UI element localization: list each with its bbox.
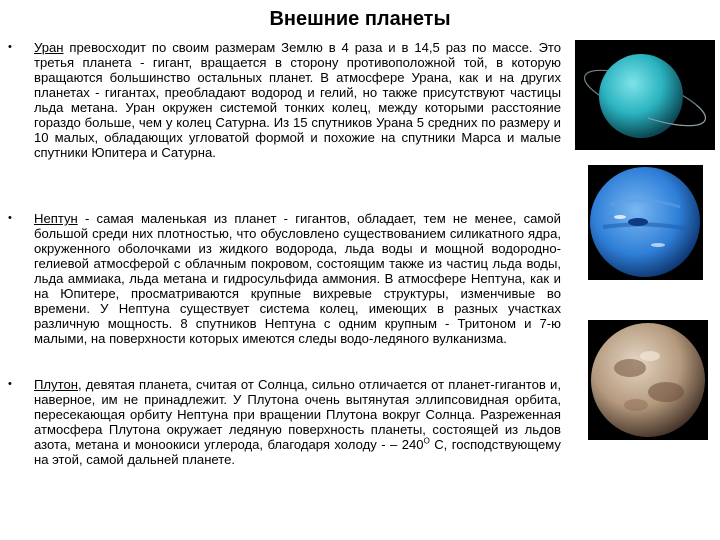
pluto-image bbox=[588, 320, 708, 440]
pluto-svg bbox=[588, 320, 708, 440]
neptune-svg bbox=[588, 165, 703, 280]
uranus-text: превосходит по своим размерам Землю в 4 раза и в 14,5 раз по массе. Это третья планета - гигант, вращается в сторону противоположной той, в которую вращаются большинство остальных планет. В атмосфере Урана, как и на других планетах - гигантах, преобладают водород и гелий, но также присутствуют частицы льда метана. Уран окружен системой тонких колец, между которыми расстояние гораздо больше, чем у колец Сатурна. Из 15 спутников Урана 5 средних по размеру и 10 малых, обладающих угловатой формой и похожие на спутники Марса и малые спутники Юпитера и Сатурна. bbox=[34, 40, 561, 160]
bullet-pluto bbox=[8, 377, 561, 467]
bullet-list bbox=[8, 40, 561, 467]
slide-title: Внешние планеты bbox=[269, 8, 451, 30]
uranus-planet bbox=[599, 54, 683, 138]
neptune-link[interactable]: Нептун bbox=[34, 211, 78, 226]
uranus-link[interactable]: Уран bbox=[34, 40, 64, 55]
bullet-mark: • bbox=[8, 212, 12, 224]
bullet-mark: • bbox=[8, 378, 12, 390]
neptune-text: - самая маленькая из планет - гигантов, обладает, тем не менее, самой большой среди них плотностью, что обусловлено существованием силикатного ядра, окруженного оболочками из жидкого водорода, льда воды и мощной водородно-гелиевой атмосферой с облачным покровом, состоящим также из частиц льда воды, льда аммиака, льда метана и гидросульфида аммония. В атмосфере Нептуна, как и на Юпитере, просматриваются крупные вихревые структуры, изменчивые во времени. У Нептуна существует система колец, имеющих в разных участках различную мощность. 8 спутников Нептуна с одним крупным - Тритоном и 7-ю малыми, на поверхности которых имеются следы водо-ледяного вулканизма. bbox=[34, 211, 561, 346]
bullet-neptune bbox=[8, 211, 561, 377]
bullet-mark: • bbox=[8, 41, 12, 53]
uranus-image bbox=[575, 40, 715, 150]
neptune-image bbox=[588, 165, 703, 280]
pluto-text: , девятая планета, считая от Солнца, сильно отличается от планет-гигантов и, наверное, им не принадлежит. У Плутона очень вытянутая эллипсовидная орбита, пересекающая орбиту Нептуна при вращении Плутона вокруг Солнца. Разреженная атмосфера Плутона окружает ледяную поверхность планеты, состоящей из льдов азота, метана и моноокиси углерода, благодаря холоду - – 240 bbox=[34, 377, 561, 452]
pluto-planet bbox=[591, 323, 705, 437]
pluto-tail: С, господствующему на этой, самой дальней планете. bbox=[34, 437, 561, 467]
uranus-svg bbox=[575, 40, 715, 150]
bullet-uranus bbox=[8, 40, 561, 211]
pluto-link[interactable]: Плутон bbox=[34, 377, 78, 392]
dark-spot bbox=[628, 218, 648, 226]
degree-sup: О bbox=[423, 436, 430, 446]
